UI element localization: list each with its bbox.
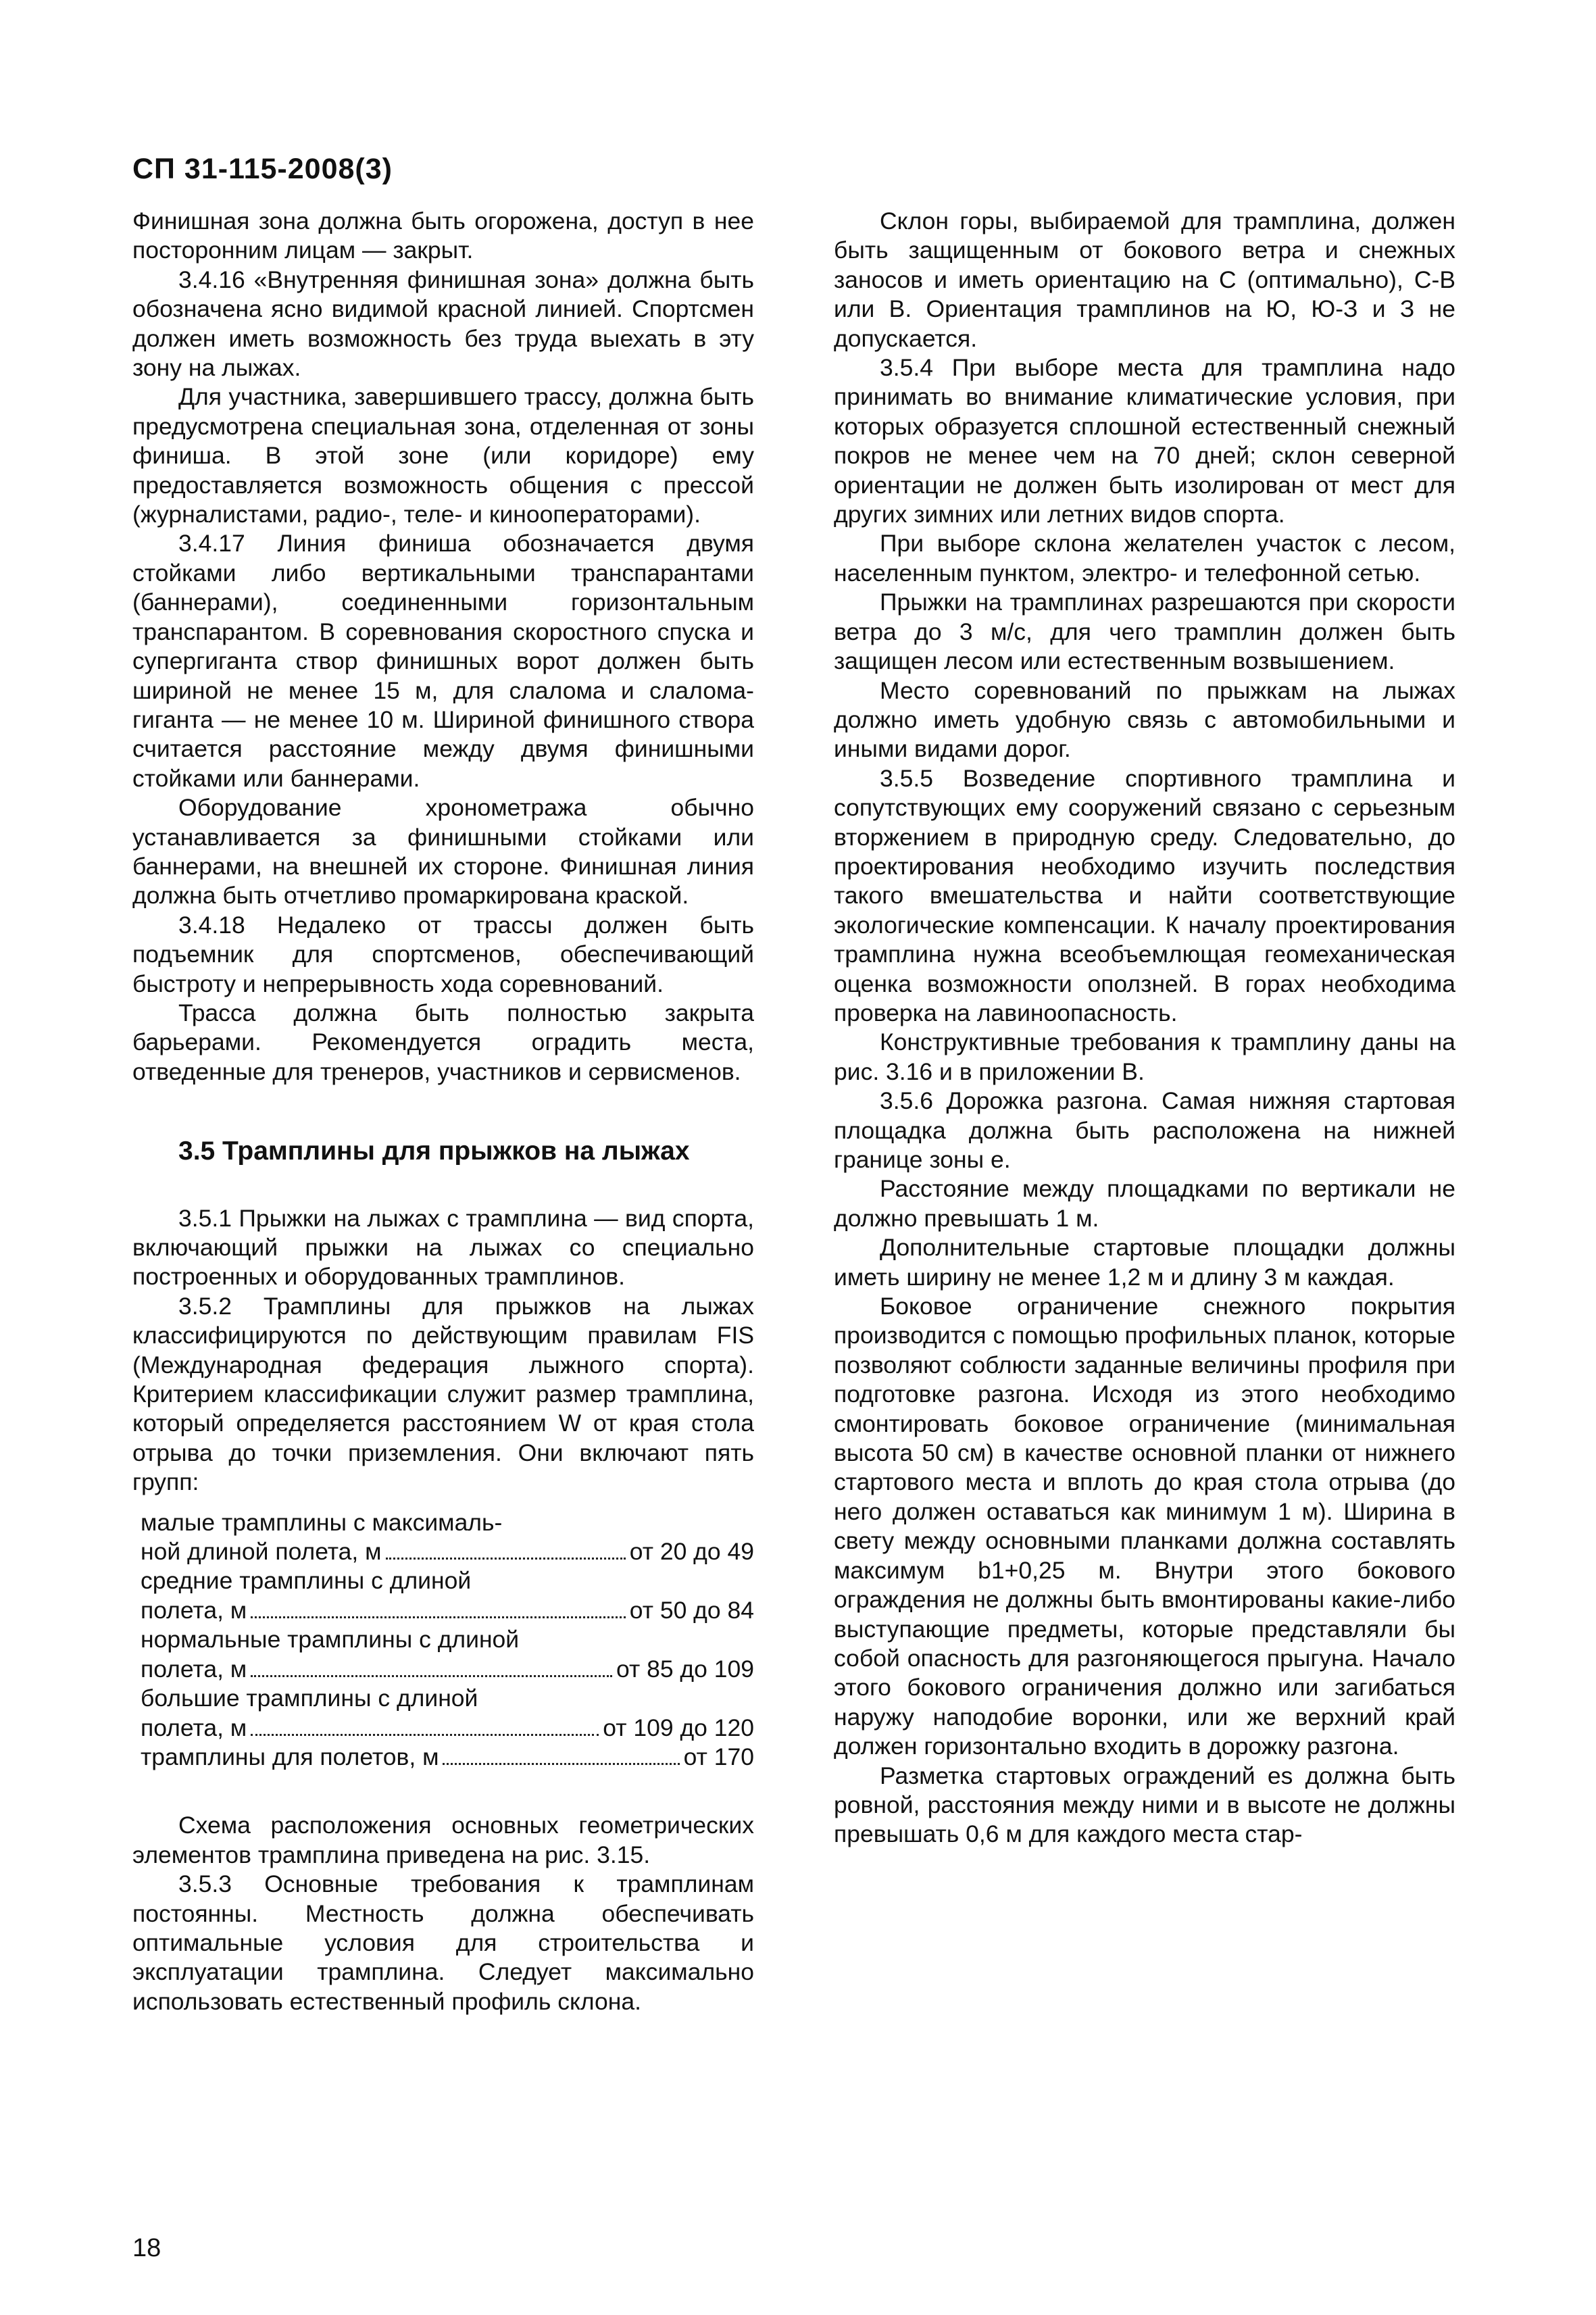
- paragraph: Расстояние между площадками по вертикали не должно превышать 1 м.: [834, 1175, 1455, 1232]
- list-item: [141, 1566, 754, 1625]
- list-item-label: полета, м: [141, 1655, 247, 1683]
- dot-leader: [251, 1616, 626, 1618]
- paragraph: 3.4.16 «Внутренняя финишная зона» должна быть обозначена ясно видимой красной линией. Спортсмен должен иметь возможность без труда выехать в эту зону на лыжах.: [132, 266, 754, 382]
- page-number: 18: [132, 2234, 161, 2262]
- list-item-title: большие трамплины с длиной: [141, 1685, 478, 1712]
- paragraph: 3.5.4 При выборе места для трамплина надо принимать во внимание климатические условия, при которых образуется сплошной естественный снежный покров не менее чем на 70 дней; склон северной ориентации не должен быть изолирован от мест для других зимних или летних видов спорта.: [834, 354, 1455, 528]
- dot-leader: [386, 1558, 626, 1560]
- paragraph: Боковое ограничение снежного покрытия производится с помощью профильных планок, которые позволяют соблюсти заданные величины профиля при подготовке разгона. Исходя из этого необходимо смонтировать боковое ограничение (минимальная высота 50 см) в качестве основной планки от нижнего стартового места и вплоть до края стола отрыва (до него должен оставаться как минимум 1 м). Ширина в свету между основными планками должна составлять максимум b1+0,25 м. Внутри этого бокового ограждения не должны быть вмонтированы какие-либо выступающие предметы, которые представляли бы собой опасность для разгоняющегося прыгуна. Начало этого бокового ограничения должно или загибаться наружу наподобие воронки, или же верхний край должен горизонтально входить в дорожку разгона.: [834, 1293, 1455, 1760]
- list-item-value: от 109 до 120: [603, 1714, 754, 1741]
- paragraph: 3.5.3 Основные требования к трамплинам постоянны. Местность должна обеспечивать оптимальные условия для строительства и эксплуатации трамплина. Следует максимально использовать естественный профиль склона.: [132, 1870, 754, 2015]
- paragraph: 3.5.2 Трамплины для прыжков на лыжах классифицируются по действующим правилам FIS (Международная федерация лыжного спорта). Критерием классификации служит размер трамплина, который определяется расстоянием W от края стола отрыва до точки приземления. Они включают пять групп:: [132, 1292, 754, 1496]
- paragraph: Склон горы, выбираемой для трамплина, должен быть защищенным от бокового ветра и снежных заносов и иметь ориентацию на С (оптимально), С-В или В. Ориентация трамплинов на Ю, Ю-З и З не допускается.: [834, 207, 1455, 352]
- list-item-label: трамплины для полетов, м: [141, 1743, 439, 1770]
- list-item-label: полета, м: [141, 1596, 247, 1624]
- list-item-title: нормальные трамплины с длиной: [141, 1626, 520, 1653]
- list-item-value: от 170: [683, 1743, 754, 1770]
- list-item: [141, 1508, 754, 1567]
- paragraph: Оборудование хронометража обычно устанавливается за финишными стойками или баннерами, на внешней их стороне. Финишная линия должна быть отчетливо промаркирована краской.: [132, 794, 754, 910]
- paragraph: Место соревнований по прыжкам на лыжах должно иметь удобную связь с автомобильными и иными видами дорог.: [834, 676, 1455, 763]
- list-item-label: ной длиной полета, м: [141, 1538, 382, 1566]
- paragraph: 3.5.6 Дорожка разгона. Самая нижняя стартовая площадка должна быть расположена на нижней границе зоны e.: [834, 1087, 1455, 1173]
- list-item-value: от 20 до 49: [629, 1538, 754, 1566]
- paragraph: Трасса должна быть полностью закрыта барьерами. Рекомендуется оградить места, отведенные для тренеров, участников и сервисменов.: [132, 999, 754, 1085]
- paragraph: 3.4.18 Недалеко от трассы должен быть подъемник для спортсменов, обеспечивающий быстроту и непрерывность хода соревнований.: [132, 911, 754, 997]
- left-column: [132, 207, 754, 2016]
- paragraph: Конструктивные требования к трамплину даны на рис. 3.16 и в приложении В.: [834, 1028, 1455, 1085]
- dot-leader: [251, 1675, 612, 1677]
- paragraph: 3.4.17 Линия финиша обозначается двумя стойками либо вертикальными транспарантами (баннерами), соединенными горизонтальным транспарантом. В соревнования скоростного спуска и супергиганта створ финишных ворот должен быть шириной не менее 15 м, для слалома и слалома-гиганта — не менее 10 м. Шириной финишного створа считается расстояние между двумя финишными стойками или баннерами.: [132, 530, 754, 792]
- paragraph: При выборе склона желателен участок с лесом, населенным пунктом, электро- и телефонной сетью.: [834, 530, 1455, 587]
- list-item-label: полета, м: [141, 1714, 247, 1741]
- list-item-title: малые трамплины с максималь-: [141, 1508, 503, 1536]
- list-item-value: от 50 до 84: [629, 1596, 754, 1624]
- list-item-value: от 85 до 109: [616, 1655, 754, 1683]
- paragraph: Дополнительные стартовые площадки должны иметь ширину не менее 1,2 м и длину 3 м каждая.: [834, 1234, 1455, 1291]
- paragraph: Для участника, завершившего трассу, должна быть предусмотрена специальная зона, отделенная от зоны финиша. В этой зоне (или коридоре) ему предоставляется возможность общения с прессой (журналистами, радио-, теле- и кинооператорами).: [132, 383, 754, 528]
- dot-leader: [251, 1734, 599, 1736]
- paragraph: Схема расположения основных геометрических элементов трамплина приведена на рис. 3.15.: [132, 1812, 754, 1868]
- list-item-title: средние трамплины с длиной: [141, 1567, 472, 1595]
- jump-class-list: [132, 1508, 754, 1772]
- list-item: [141, 1743, 754, 1772]
- dot-leader: [443, 1763, 679, 1765]
- paragraph: Прыжки на трамплинах разрешаются при скорости ветра до 3 м/с, для чего трамплин должен быть защищен лесом или естественным возвышением.: [834, 589, 1455, 675]
- list-item: [141, 1625, 754, 1684]
- paragraph: Разметка стартовых ограждений es должна быть ровной, расстояния между ними и в высоте не должны превышать 0,6 м для каждого места стар-: [834, 1762, 1455, 1848]
- right-column: [834, 207, 1455, 1849]
- paragraph: Финишная зона должна быть огорожена, доступ в нее посторонним лицам — закрыт.: [132, 207, 754, 264]
- section-title: 3.5 Трамплины для прыжков на лыжах: [178, 1137, 690, 1166]
- paragraph: 3.5.5 Возведение спортивного трамплина и сопутствующих ему сооружений связано с серьезным вторжением в природную среду. Следовательно, до проектирования необходимо изучить последствия такого вмешательства и найти соответствующие экологические компенсации. К началу проектирования трамплина нужна всеобъемлющая геомеханическая оценка возможности оползней. В горах необходима проверка на лавиноопасность.: [834, 764, 1455, 1026]
- document-code-header: СП 31-115-2008(3): [132, 153, 393, 185]
- paragraph: 3.5.1 Прыжки на лыжах с трамплина — вид спорта, включающий прыжки на лыжах со специально построенных и оборудованных трамплинов.: [132, 1204, 754, 1291]
- list-item: [141, 1684, 754, 1743]
